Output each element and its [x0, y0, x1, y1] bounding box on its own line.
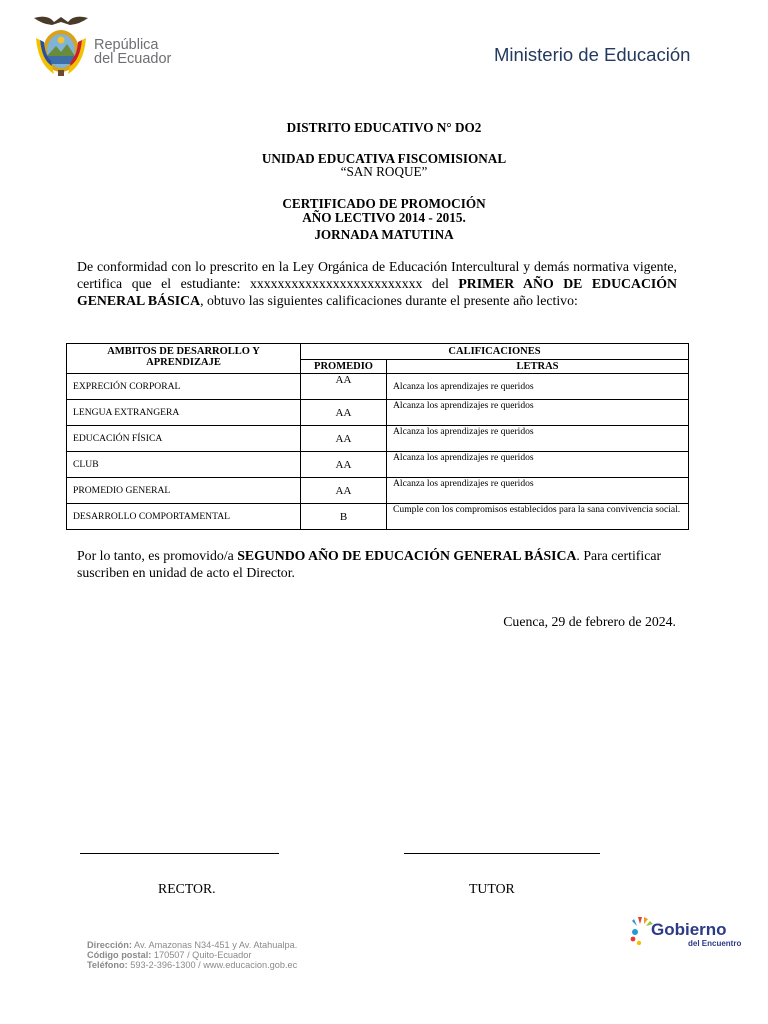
table-row [67, 374, 689, 400]
ambito-cell: CLUB [67, 452, 301, 478]
school-name: “SAN ROQUE” [340, 164, 428, 179]
postal-value: 170507 / Quito-Ecuador [151, 950, 252, 960]
ambito-cell: DESARROLLO COMPORTAMENTAL [67, 504, 301, 530]
ecuador-coat-of-arms-icon [30, 14, 92, 80]
ambito-cell: EDUCACIÓN FÍSICA [67, 426, 301, 452]
grades-table [66, 343, 689, 530]
postal-label: Código postal: [87, 950, 152, 960]
rector-signature-line [80, 853, 279, 854]
tutor-label: TUTOR [469, 881, 515, 896]
table-row [67, 504, 689, 530]
promedio-cell: AA [301, 374, 387, 400]
conclusion-text-2: . Para certificar suscriben en unidad de acto el Director. [77, 548, 662, 580]
promedio-cell: AA [301, 478, 387, 504]
conclusion-grade-bold: SEGUNDO AÑO DE EDUCACIÓN GENERAL BÁSICA [237, 548, 577, 563]
table-row [67, 400, 689, 426]
letras-cell: Cumple con los compromisos establecidos para la sana convivencia social. [387, 504, 689, 530]
footer-phone [87, 960, 297, 971]
intro-text-2: , obtuvo las siguientes calificaciones durante el presente año lectivo: [200, 293, 578, 308]
republic-name-line2: del Ecuador [94, 51, 172, 67]
promedio-cell: AA [301, 400, 387, 426]
phone-label: Teléfono: [87, 960, 128, 970]
address-label: Dirección: [87, 940, 132, 950]
school-shift: JORNADA MATUTINA [314, 227, 454, 242]
phone-value: 593-2-396-1300 / www.educacion.gob.ec [127, 960, 298, 970]
table-row [67, 478, 689, 504]
table-row [67, 452, 689, 478]
ministry-name: Ministerio de Educación [494, 44, 691, 65]
tutor-signature-line [404, 853, 600, 854]
ambito-cell: LENGUA EXTRANGERA [67, 400, 301, 426]
header-promedio: PROMEDIO [301, 360, 387, 374]
header-ambitos: AMBITOS DE DESARROLLO Y APRENDIZAJE [67, 344, 301, 374]
gobierno-subtitle: del Encuentro [688, 939, 742, 948]
intro-text-1: De conformidad con lo prescrito en la Ley Orgánica de Educación Intercultural y demás normativa vigente, certifica que el estudiante: xxxxxxxxxxxxxxxxxxxxxxxxx del [77, 259, 677, 291]
promedio-cell: AA [301, 452, 387, 478]
unit-title: UNIDAD EDUCATIVA FISCOMISIONAL [261, 151, 507, 166]
gobierno-title: Gobierno [651, 920, 727, 939]
conclusion-text-1: Por lo tanto, es promovido/a [77, 548, 238, 563]
rector-label: RECTOR. [158, 881, 216, 896]
letras-cell: Alcanza los aprendizajes re queridos [387, 374, 689, 400]
letras-cell: Alcanza los aprendizajes re queridos [387, 478, 689, 504]
table-row [67, 426, 689, 452]
header-letras: LETRAS [387, 360, 689, 374]
address-value: Av. Amazonas N34-451 y Av. Atahualpa. [131, 940, 298, 950]
city-date: Cuenca, 29 de febrero de 2024. [503, 614, 676, 629]
promedio-cell: B [301, 504, 387, 530]
letras-cell: Alcanza los aprendizajes re queridos [387, 400, 689, 426]
school-year: AÑO LECTIVO 2014 - 2015. [302, 210, 466, 225]
republic-name-line1: República [94, 37, 159, 53]
intro-paragraph [77, 258, 677, 309]
header-calificaciones: CALIFICACIONES [301, 344, 689, 360]
district-title: DISTRITO EDUCATIVO N° DO2 [286, 120, 482, 135]
certificate-title: CERTIFICADO DE PROMOCIÓN [282, 196, 486, 211]
intro-grade-bold: PRIMER AÑO DE EDUCACIÓN GENERAL BÁSICA [77, 276, 677, 308]
ambito-cell: EXPRECIÓN CORPORAL [67, 374, 301, 400]
conclusion-paragraph [77, 547, 677, 581]
letras-cell: Alcanza los aprendizajes re queridos [387, 426, 689, 452]
promedio-cell: AA [301, 426, 387, 452]
ambito-cell: PROMEDIO GENERAL [67, 478, 301, 504]
letras-cell: Alcanza los aprendizajes re queridos [387, 452, 689, 478]
